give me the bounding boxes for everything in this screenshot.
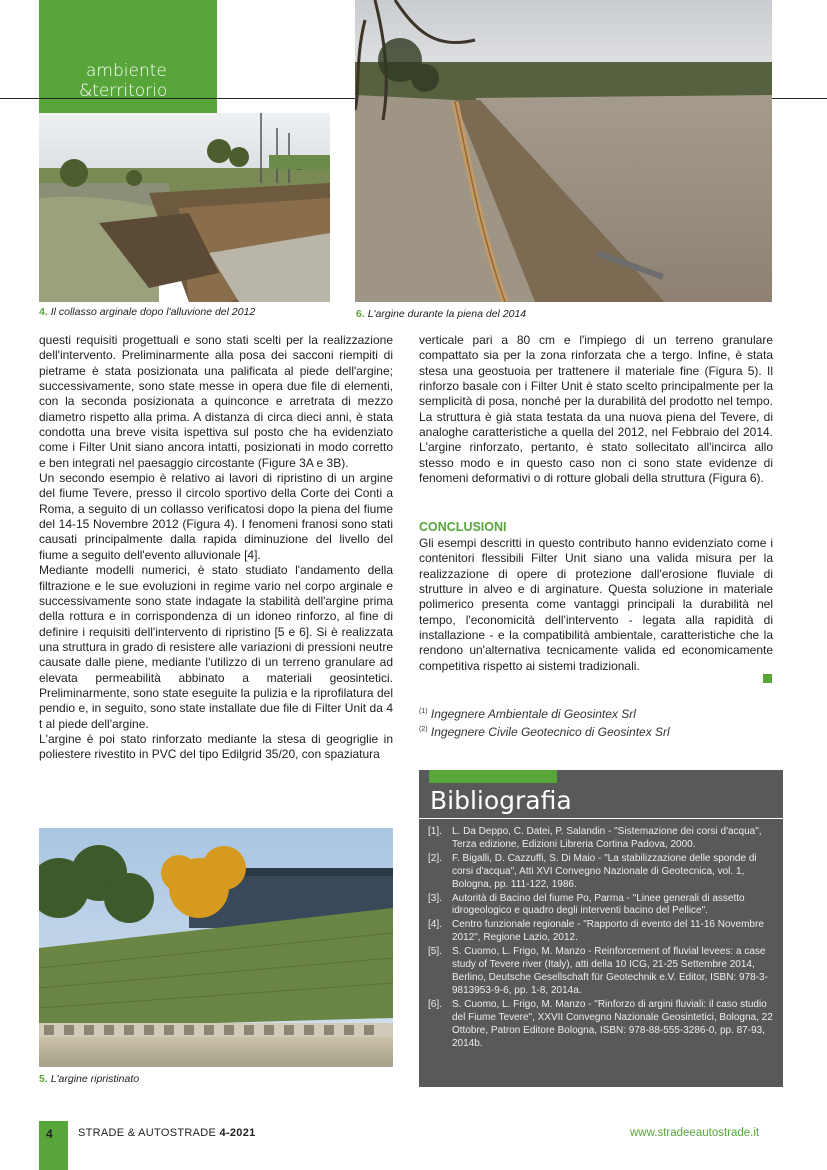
conclusions-heading: CONCLUSIONI <box>419 520 507 534</box>
figure-4-caption <box>39 306 255 318</box>
bibliography-list <box>428 826 773 1051</box>
bibliography-tab <box>429 770 557 783</box>
left-paragraph-4: L'argine è poi stato rinforzato mediante la stesa di geogriglie in poliestere rivestito in PVC del tipo Edilgrid 35/20, con spaziatura <box>39 731 393 762</box>
left-paragraph-1: questi requisiti progettuali e sono stati scelti per la realizzazione dell'intervento. Preliminarmente alla posa dei sacconi riempiti di pietrame è stata posizionata una palificata al piede dell'argine; successivamente, sono state messe in opera due file di elementi, con la seconda posizionata a quinconce e arretrata di mezzo diametro rispetto alla prima. A distanza di circa dieci anni, è stata condotta una breve visita ispettiva sul posto che ha evidenziato come i Filter Unit siano ancora intatti, posizionati in modo corretto e ben integrati nel paesaggio circostante (Figure 3A e 3B). <box>39 333 393 470</box>
left-column <box>39 333 393 763</box>
figure-6-photo <box>355 0 772 302</box>
left-paragraph-3: Mediante modelli numerici, è stato studiato l'andamento della filtrazione e le sue evoluzioni in regime vario nel corpo arginale e successivamente sono state indagate la stabilità dell'argine prima della rottura e in corrispondenza di un idoneo rinforzo, al fine di definire i requisiti dell'intervento di ripristino [5 e 6]. Si è realizzata una struttura in grado di resistere alle variazioni di pressioni neutre causate dalle piene, mediante l'utilizzo di un terreno granulare ad elevata permeabilità abbinato a materiali geosintetici. Preliminarmente, sono state eseguite la pulizia e la riprofilatura del pendio e, in seguito, sono state installate due file di Filter Unit da 4 t al piede dell'argine. <box>39 563 393 731</box>
figure-5-caption <box>39 1073 139 1085</box>
website-link[interactable]: www.stradeeautostrade.it <box>630 1127 760 1139</box>
left-paragraph-2: Un secondo esempio è relativo ai lavori di ripristino di un argine del fiume Tevere, presso il circolo sportivo della Corte dei Conti a Roma, a seguito di un collasso verificatosi dopo la piena del fiume del 14-15 Novembre 2012 (Figura 4). I fenomeni franosi sono stati causati principalmente dalla rapida diminuzione del livello del fiume a seguito dell'evento alluvionale [4]. <box>39 471 393 562</box>
end-of-article-marker <box>763 674 772 683</box>
bibliography-item: [3]. Autorità di Bacino del fiume Po, Parma - "Linee generali di assetto idrogeologico e quadro degli interventi bacino del Pellice". <box>428 892 745 917</box>
footnotes <box>419 704 773 740</box>
bibliography-item: [1]. L. Da Deppo, C. Datei, P. Salandin - "Sistemazione dei corsi d'acqua", Terza edizione, Edizioni Libreria Cortina Padova, 2000. <box>428 826 762 850</box>
page-number: 4 <box>46 1127 53 1141</box>
figure-5-photo <box>39 828 393 1067</box>
bibliography-heading: Bibliografia <box>430 786 572 815</box>
magazine-title: STRADE & AUTOSTRADE <box>78 1127 217 1139</box>
figure-4-number: 4. <box>39 306 48 318</box>
conclusions-paragraph: Gli esempi descritti in questo contributo hanno evidenziato come i contenitori flessibili Filter Unit siano una valida misura per la realizzazione di opere di protezione dall'erosione fluviale di strutture in alveo e di arginature. Questa soluzione in materiale polimerico presenta come vantaggi principali la durabilità nel tempo, l'economicità dell'intervento - legata alla rapidità di installazione - e la compatibilità ambientale, caratteristiche che la rendono un'alternativa tecnicamente valida ed economicamente competitiva rispetto ai sistemi tradizionali. <box>419 536 773 673</box>
figure-5-number: 5. <box>39 1073 48 1085</box>
footnote-1: $^{(1)}$ Ingegnere Ambientale di Geosintex Srl <box>419 707 636 721</box>
bibliography-rule <box>419 818 783 819</box>
bibliography-item: [5]. S. Cuomo, L. Frigo, M. Manzo - Reinforcement of fluvial levees: a case study of Tevere river (Italy), atti della 10 ICG, 21-25 Settembre 2014, Berlino, Deutsche Gesellschaft für Geotechnik e.V. Editor, ISBN: 978-3-9813953-9-6, pp. 1-8, 2014a. <box>428 946 768 996</box>
right-column <box>419 333 773 486</box>
section-tag-line1: ambiente <box>86 61 167 81</box>
figure-6-text: L'argine durante la piena del 2014 <box>367 308 527 320</box>
right-paragraph-1: verticale pari a 80 cm e l'impiego di un terreno granulare compattato sia per la zona rinforzata che a tergo. Infine, è stata stesa una geostuoia per trattenere il materiale fine (Figura 5). Il rinforzo basale con i Filter Unit è stato scelto principalmente per la semplicità di posa, nonché per la durabilità del prodotto nel tempo. La struttura è già stata testata da una nuova piena del Tevere, di analoghe caratteristiche a quella del 2012, nel Febbraio del 2014. L'argine rinforzato, pertanto, è stato sollecitato all'incirca allo stesso modo e in questo caso non ci sono state evidenze di fenomeni deformativi o di rotture globali della struttura (Figura 6). <box>419 333 773 486</box>
figure-5-text: L'argine ripristinato <box>50 1073 140 1085</box>
section-tag-line2: &territorio <box>79 81 168 101</box>
bibliography-item: [6]. S. Cuomo, L. Frigo, M. Manzo - "Rinforzo di argini fluviali: il caso studio del Fiume Tevere", XXVII Convegno Nazionale Geosintetici, Bologna, 22 Ottobre, Patron Editore Bologna, ISBN: 978-88-555-3286-0, pp. 87-93, 2014b. <box>428 998 773 1049</box>
bibliography-item: [2]. F. Bigalli, D. Cazzuffi, S. Di Maio - "La stabilizzazione delle sponde di corsi d'acqua", Atti XVI Convegno Nazionale di Geotecnica, vol. 1, Bologna, pp. 111-122, 1986. <box>428 852 757 890</box>
figure-4-text: Il collasso arginale dopo l'alluvione del 2012 <box>50 306 256 318</box>
page-number-bar <box>39 1121 68 1170</box>
figure-6-number: 6. <box>356 308 365 320</box>
figure-4-photo <box>39 113 330 302</box>
magazine-issue: 4-2021 <box>219 1127 256 1139</box>
footnote-2: $^{(2)}$ Ingegnere Civile Geotecnico di Geosintex Srl <box>419 725 670 739</box>
conclusions-text <box>419 536 773 674</box>
figure-6-caption <box>356 308 526 320</box>
magazine-name <box>78 1127 256 1139</box>
bibliography-item: [4]. Centro funzionale regionale - "Rapporto di evento del 11-16 Novembre 2012", Regione Lazio, 2012. <box>428 919 764 944</box>
